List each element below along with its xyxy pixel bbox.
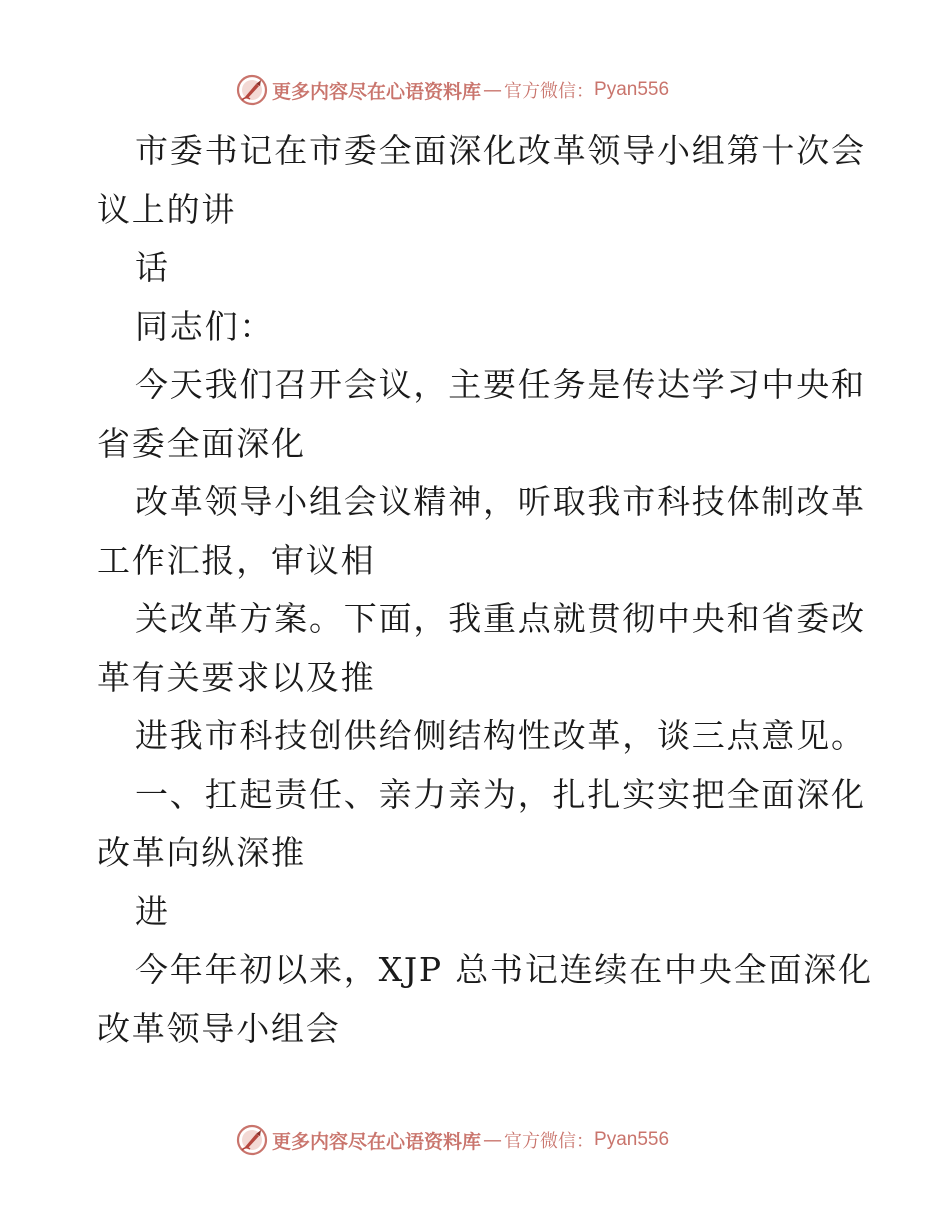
watermark-label: 官方微信： [504, 81, 595, 102]
watermark-brand: 更多内容尽在心语资料库 [272, 1130, 482, 1153]
watermark-label: 官方微信： [504, 1131, 595, 1152]
watermark-dash: — [483, 1129, 503, 1151]
text-line: 工作汇报，审议相 [97, 540, 376, 580]
watermark-id: Pyan556 [594, 1129, 670, 1150]
text-line: 省委全面深化 [97, 423, 306, 463]
document-body [97, 122, 873, 1058]
footer-watermark [236, 1122, 669, 1158]
text-line: 革有关要求以及推 [97, 657, 376, 697]
watermark-brand: 更多内容尽在心语资料库 [272, 80, 482, 103]
quill-pen-seal-icon [236, 74, 268, 106]
text-line: 市委书记在市委全面深化改革领导小组第十次会 [135, 131, 866, 170]
text-line: 改革领导小组会 [97, 1008, 341, 1048]
text-line: 今天我们召开会议，主要任务是传达学习中央和 [135, 365, 866, 404]
text-line: 关改革方案。下面，我重点就贯彻中央和省委改 [135, 599, 866, 638]
text-line: 话 [135, 248, 170, 287]
watermark-id: Pyan556 [594, 79, 670, 100]
text-line: 同志们： [135, 306, 275, 346]
text-line: 进 [135, 891, 170, 931]
text-line: 进我市科技创供给侧结构性改革，谈三点意见。 [135, 716, 866, 755]
header-watermark [236, 72, 669, 108]
quill-pen-seal-icon [236, 1124, 268, 1156]
text-line: 改革领导小组会议精神，听取我市科技体制改革 [135, 482, 866, 521]
text-line: 议上的讲 [97, 189, 237, 229]
text-line: 一、扛起责任、亲力亲为，扎扎实实把全面深化 [135, 774, 866, 814]
watermark-dash: — [483, 79, 503, 101]
text-line: 改革向纵深推 [97, 833, 306, 872]
text-line: 今年年初以来，XJP 总书记连续在中央全面深化 [135, 950, 873, 989]
